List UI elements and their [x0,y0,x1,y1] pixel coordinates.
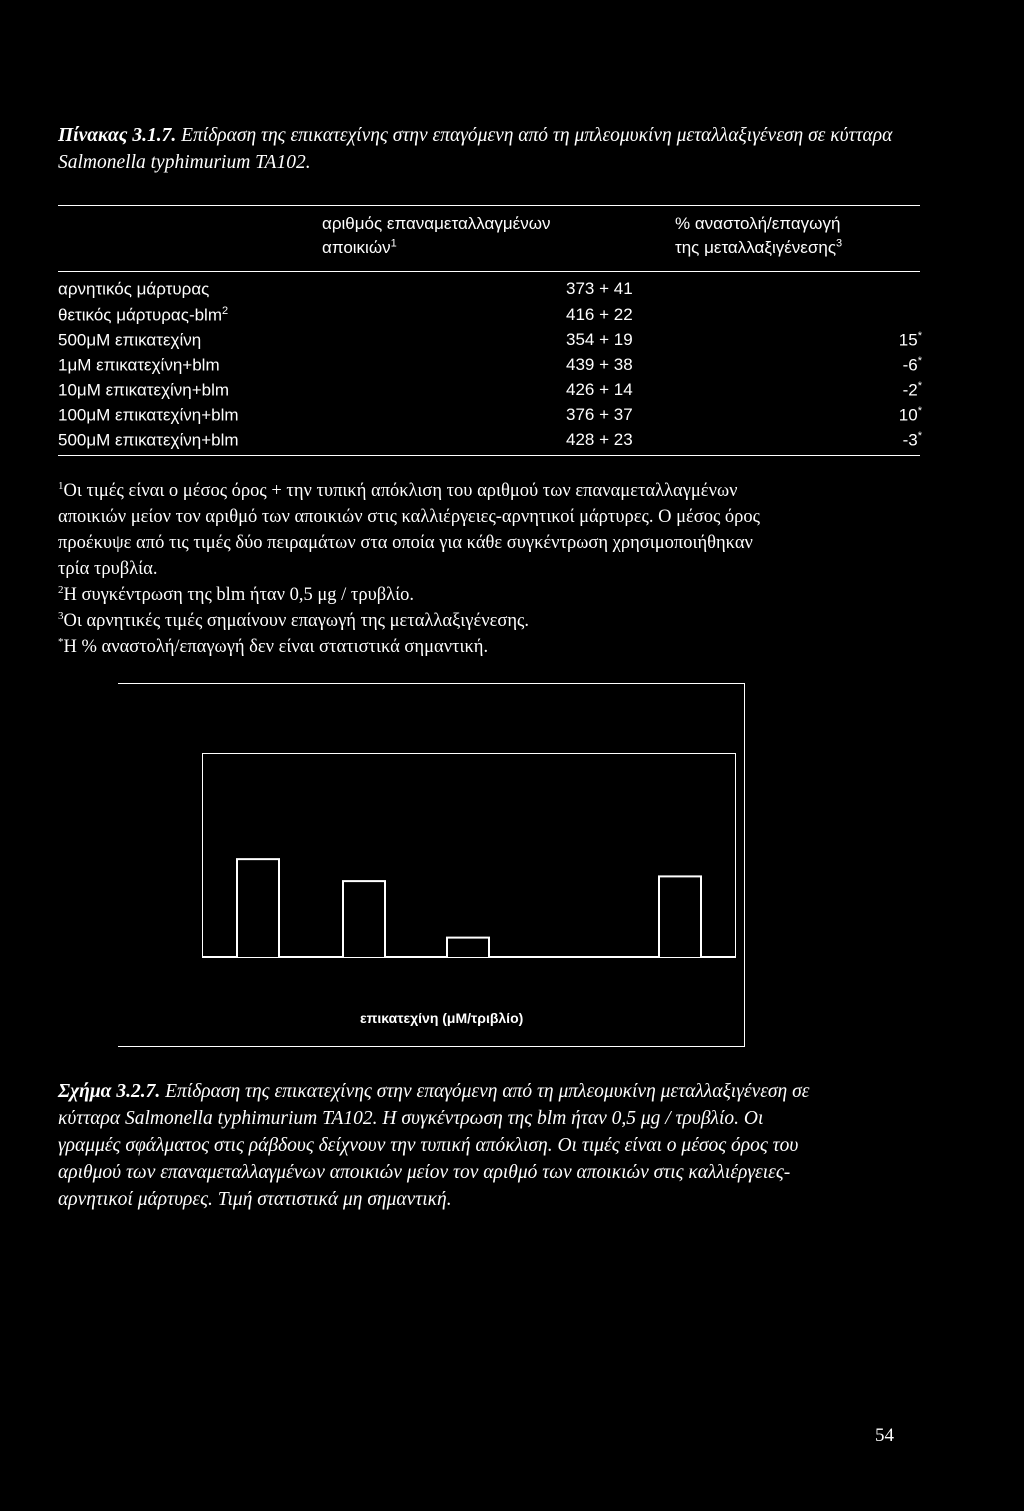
row-label-text: αρνητικός μάρτυρας [58,279,210,299]
row-value: 439 + 38 [566,355,633,374]
row-pct [903,430,922,451]
row-pct [903,355,922,376]
col2-header-line2-wrap [675,236,842,260]
row-value: 373 + 41 [566,279,633,298]
row-pct-sup: * [917,405,922,417]
page-number: 54 [875,1425,894,1446]
footnote-1 [58,478,978,504]
row-pct-sup: * [917,380,922,392]
bar-1 [237,859,279,958]
footnote-1-mark: 1 [58,479,64,492]
row-pct-text: 15 [898,330,918,350]
col2-header [675,212,842,260]
col1-header-line2-wrap [322,236,551,260]
footnote-2 [58,582,978,608]
table-row [0,355,1024,381]
footnote-1-line1: Οι τιμές είναι ο μέσος όρος + την τυπική απόκλιση του αριθμού των επαναμεταλλαγμένων [63,481,738,501]
footnotes [58,478,978,660]
figure-caption-line5: αρνητικοί μάρτυρες. Τιμή στατιστικά μη σημαντική. [58,1189,452,1210]
bar-chart [203,754,735,958]
table-row [0,330,1024,356]
row-label [58,330,201,351]
row-pct-text: -3 [902,430,918,450]
row-pct-sup: * [917,355,922,367]
row-pct-sup: * [917,430,922,442]
row-label-text: 1μΜ επικατεχίνη+blm [58,355,220,375]
row-label [58,305,228,326]
figure-caption-line1-wrap [58,1078,978,1105]
row-label [58,380,229,401]
table-row [0,380,1024,406]
row-pct-text: -2 [902,380,918,400]
table-title-text: Επίδραση της επικατεχίνης στην επαγόμενη από τη μπλεομυκίνη μεταλλαξιγένεση σε κύτταρα Salmonella typhimurium TA102. [58,125,893,173]
row-pct-text: -6 [902,355,918,375]
footnote-4-mark: * [58,635,64,648]
bar-500 [659,876,701,958]
row-label-text: 500μΜ επικατεχίνη [58,330,202,350]
row-label [58,430,239,451]
footnote-3 [58,608,978,634]
table-row [0,430,1024,456]
col1-header-line2: αποικιών [322,238,391,257]
row-value: 416 + 22 [566,305,633,324]
col1-header-line1: αριθμός επαναμεταλλαγμένων [322,214,551,233]
table-title [58,122,978,176]
col2-header-line2: της μεταλλαξιγένεσης [675,238,837,257]
footnote-2-mark: 2 [58,583,64,596]
row-value: 354 + 19 [566,330,633,349]
row-label-text: 100μΜ επικατεχίνη+blm [58,405,239,425]
figure-caption [58,1078,978,1213]
row-pct [899,405,922,426]
row-label-text: 10μΜ επικατεχίνη+blm [58,380,230,400]
row-pct [899,330,922,351]
footnote-1-line4: τρία τρυβλία. [58,559,158,579]
footnote-4 [58,634,978,660]
table-bottom-rule [58,455,920,456]
row-pct-sup: * [917,330,922,342]
footnote-2-text: Η συγκέντρωση της blm ήταν 0,5 μg / τρυβλίο. [63,585,414,605]
row-label-text: 500μΜ επικατεχίνη+blm [58,430,239,450]
figure-caption-line4: αριθμού των επαναμεταλλαγμένων αποικιών μείον τον αριθμό των αποικιών στις καλλιέργειες- [58,1162,791,1183]
footnote-1-line2: αποικιών μείον τον αριθμό των αποικιών στις καλλιέργειες-αρνητικοί μάρτυρες. Ο μέσος όρος [58,507,760,527]
table-top-rule [58,205,920,206]
footnote-1-line3: προέκυψε από τις τιμές δύο πειραμάτων στα οποία για κάθε συγκέντρωση χρησιμοποιήθηκαν [58,533,753,553]
row-value: 426 + 14 [566,380,633,399]
row-label [58,405,239,426]
footnote-4-text: Η % αναστολή/επαγωγή δεν είναι στατιστικά σημαντική. [63,637,489,657]
plot-area [202,753,736,958]
bar-100 [447,938,489,958]
figure-caption-line1: Επίδραση της επικατεχίνης στην επαγόμενη από τη μπλεομυκίνη μεταλλαξιγένεση σε [165,1081,810,1102]
col1-header [322,212,551,260]
table-title-lead: Πίνακας 3.1.7. [58,125,177,146]
footnote-3-mark: 3 [58,609,64,622]
table-row [0,405,1024,431]
table-header-rule [58,271,920,272]
row-label-text: θετικός μάρτυρας-blm [58,305,222,325]
figure-caption-line2: κύτταρα Salmonella typhimurium TA102. Η συγκέντρωση της blm ήταν 0,5 μg / τρυβλίο. Οι [58,1108,764,1129]
figure-caption-line3: γραμμές σφάλματος στις ράβδους δείχνουν την τυπική απόκλιση. Οι τιμές είναι ο μέσος όρος του [58,1135,799,1156]
col1-header-sup: 1 [390,237,397,250]
row-value: 428 + 23 [566,430,633,449]
table-row [0,305,1024,331]
footnote-3-text: Οι αρνητικές τιμές σημαίνουν επαγωγή της μεταλλαξιγένεσης. [63,611,529,631]
table-row [0,279,1024,305]
col2-header-sup: 3 [836,237,843,250]
bar-10 [343,881,385,958]
row-label [58,355,220,376]
row-pct-text: 10 [898,405,918,425]
row-label [58,279,209,300]
row-label-sup: 2 [222,305,229,317]
figure-caption-lead: Σχήμα 3.2.7. [58,1081,161,1102]
chart-xlabel: επικατεχίνη (μΜ/τριβλίο) [360,1010,524,1026]
row-value: 376 + 37 [566,405,633,424]
col2-header-line1: % αναστολή/επαγωγή [675,214,841,233]
row-pct [903,380,922,401]
